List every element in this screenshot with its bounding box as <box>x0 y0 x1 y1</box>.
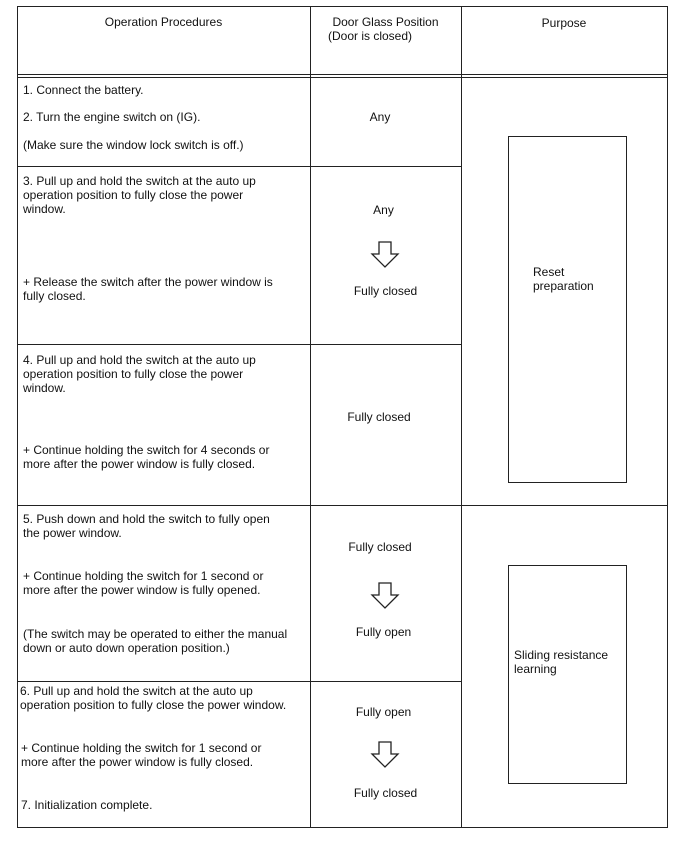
step-4-line-1: 4. Pull up and hold the switch at the auto up <box>23 353 256 367</box>
group-divider <box>17 505 668 506</box>
step-3-sub-line-2: fully closed. <box>23 289 86 303</box>
down-arrow-icon <box>371 241 399 269</box>
row-5-position-from: Fully open <box>355 705 412 719</box>
table-border-bottom <box>17 827 668 828</box>
step-5-sub-line-1: + Continue holding the switch for 1 second or <box>23 569 264 583</box>
row-divider-2 <box>17 344 461 345</box>
step-3-line-1: 3. Pull up and hold the switch at the auto up <box>23 174 256 188</box>
row-divider-1 <box>17 166 461 167</box>
table-border-top <box>17 6 668 7</box>
step-5-note-line-2: down or auto down operation position.) <box>23 641 230 655</box>
step-4-line-3: window. <box>23 381 66 395</box>
step-5-line-1: 5. Push down and hold the switch to fully open <box>23 512 270 526</box>
purpose-reset-line-1: Reset <box>533 265 565 279</box>
purpose-reset-line-2: preparation <box>533 279 594 293</box>
step-1-text: 1. Connect the battery. <box>23 83 144 97</box>
header-door-glass-position: Door Glass Position <box>332 15 439 29</box>
row-5-position-to: Fully closed <box>353 786 418 800</box>
reset-preparation-box <box>508 136 627 483</box>
purpose-learning-line-2: learning <box>514 662 557 676</box>
header-purpose: Purpose <box>541 16 587 30</box>
step-3-line-2: operation position to fully close the power <box>23 188 244 202</box>
step-6-line-1: 6. Pull up and hold the switch at the auto up <box>20 684 253 698</box>
row-3-position: Fully closed <box>347 410 411 424</box>
header-divider-lower <box>17 77 668 78</box>
step-4-line-2: operation position to fully close the power <box>23 367 244 381</box>
down-arrow-icon <box>371 741 399 769</box>
step-2-note: (Make sure the window lock switch is off.) <box>23 138 244 152</box>
table-border-left <box>17 6 18 828</box>
row-2-position-from: Any <box>373 203 394 217</box>
row-2-position-to: Fully closed <box>353 284 418 298</box>
step-6-sub-line-1: + Continue holding the switch for 1 second or <box>21 741 262 755</box>
step-4-sub-line-2: more after the power window is fully closed. <box>23 457 256 471</box>
step-3-line-3: window. <box>23 202 66 216</box>
step-3-sub-line-1: + Release the switch after the power window is <box>23 275 273 289</box>
header-divider <box>17 74 668 75</box>
header-door-closed-note: (Door is closed) <box>328 29 413 43</box>
down-arrow-icon <box>371 582 399 610</box>
step-7-text: 7. Initialization complete. <box>21 798 153 812</box>
step-2-text: 2. Turn the engine switch on (IG). <box>23 110 201 124</box>
column-divider-2 <box>461 6 462 828</box>
step-6-sub-line-2: more after the power window is fully closed. <box>21 755 254 769</box>
row-4-position-to: Fully open <box>355 625 412 639</box>
header-operation-procedures: Operation Procedures <box>104 15 223 29</box>
step-5-sub-line-2: more after the power window is fully opened. <box>23 583 261 597</box>
step-5-line-2: the power window. <box>23 526 122 540</box>
table-border-right <box>667 6 668 828</box>
row-divider-3 <box>17 681 461 682</box>
step-6-line-2: operation position to fully close the power window. <box>20 698 287 712</box>
purpose-learning-line-1: Sliding resistance <box>514 648 609 662</box>
row-1-position: Any <box>369 110 391 124</box>
step-5-note-line-1: (The switch may be operated to either the manual <box>23 627 288 641</box>
row-4-position-from: Fully closed <box>348 540 412 554</box>
step-4-sub-line-1: + Continue holding the switch for 4 seconds or <box>23 443 270 457</box>
